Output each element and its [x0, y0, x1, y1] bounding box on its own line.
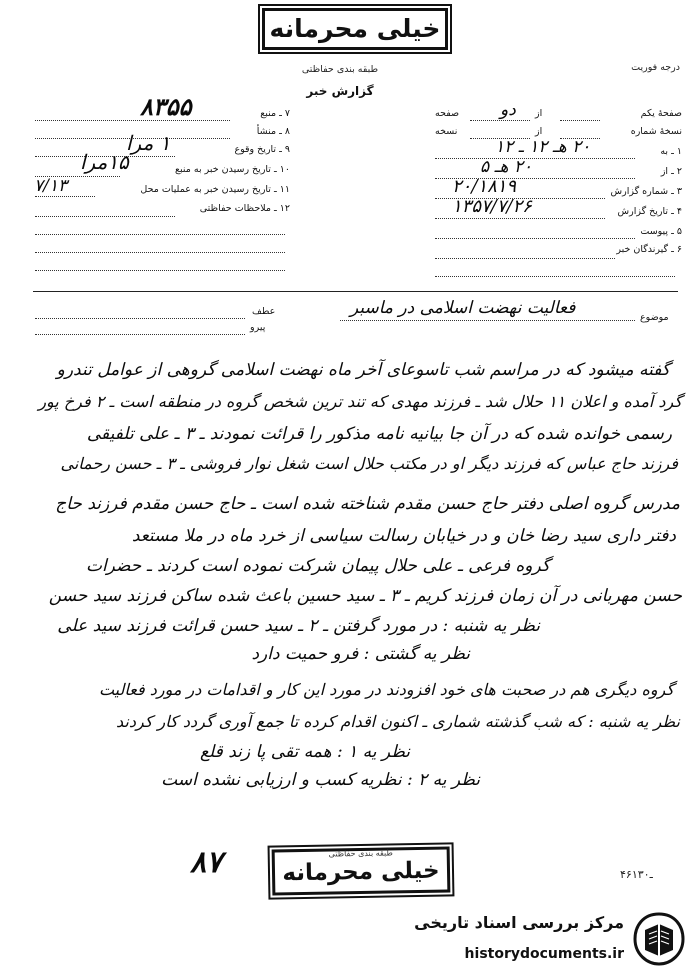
subject-label: موضوع [640, 312, 669, 323]
event-date-value: ۱ مرا [126, 131, 171, 155]
source-receipt-date-value: ۱۵مرا [80, 150, 129, 174]
copies-label: نسخه [435, 126, 458, 137]
stamp-subtitle: طبقه بندی حفاظتی [328, 848, 393, 859]
classification-stamp-bottom [272, 846, 451, 895]
page-code: ۴۶ـ۱۳۰ [620, 868, 653, 881]
body-line: نظر یه ۱ : همه تقی پا زند قلع [200, 742, 410, 762]
report-date-label: ۴ ـ تاریخ گزارش [617, 206, 682, 217]
body-line: فرزند حاج عباس که فرزند دیگر او در مکتب حلال است شغل نوار فروشی ـ ۳ ـ حسن رحمانی [60, 454, 678, 473]
report-title: گزارش خبر [306, 84, 374, 98]
from-label-2: از [535, 126, 543, 137]
ops-receipt-date-value: ۷/۱۳ [34, 176, 68, 196]
page-label: صفحه [435, 108, 460, 119]
classification-label: طبقه بندی حفاظتی [301, 64, 379, 75]
stamp-text: خیلی محرمانه [269, 14, 441, 43]
stamp-text: خیلی محرمانه [282, 857, 440, 887]
body-line: رسمی خوانده شده که در آن جا بیانیه نامه مذکور را قرائت نمودند ـ ۳ ـ علی تلفیقی [86, 424, 672, 444]
copy-number-label: نسخهٔ شماره [630, 126, 682, 137]
archive-name: مرکز بررسی اسناد تاریخی [414, 913, 624, 932]
field-from-value: ۲۰ هـ ۵ [480, 157, 533, 177]
body-line: نظر یه گشتی : فرو حمیت دارد [251, 644, 470, 664]
handwritten-page-number: ۸۷ [190, 845, 223, 880]
subject-value: فعالیت نهضت اسلامی در ماسبر [350, 298, 576, 318]
section-divider [33, 291, 678, 292]
body-line: نظر یه ۲ : نظریه کسب و ارزیابی نشده است [161, 770, 480, 790]
body-line: نظر یه شنبه : که شب گذشته شماری ـ اکنون اقدام کرده تا جمع آوری گردد کار کردند [116, 712, 680, 731]
body-line: گروه فرعی ـ علی حلال پیمان شرکت نموده است کردند ـ حضرات [85, 556, 550, 576]
body-line: گرد آمده و اعلان ۱۱ حلال شد ـ فرزند مهدی که تند ترین شخص گروه در منطقه است ـ ۲ فرخ پور [38, 392, 682, 411]
source-label: ۷ ـ منبع [260, 108, 290, 119]
page-one-label: صفحهٔ یکم [640, 108, 682, 119]
body-line: مدرس گروه اصلی دفتر حاج حسن مقدم شناخته شده است ـ حاج حسن مقدم فرزند حاج [55, 494, 680, 514]
field-to-label: ۱ ـ به [660, 146, 682, 157]
recipients-label: ۶ ـ گیرندگان خبر [616, 244, 682, 255]
attachment-label: ۵ ـ پیوست [640, 226, 682, 237]
urgency-label: درجه فوریت [631, 62, 680, 73]
pages-total-value: دو [500, 100, 516, 120]
archive-url[interactable]: historydocuments.ir [464, 946, 624, 962]
classification-stamp-top [262, 8, 448, 50]
body-line: دفتر داری سید رضا خان و در خیابان رسالت سیاسی از خرد ماه در ملا مستعد [131, 526, 676, 546]
source-value: ۸۳۵۵ [140, 92, 192, 121]
report-number-label: ۳ ـ شماره گزارش [610, 186, 682, 197]
security-notes-label: ۱۲ ـ ملاحظات حفاظتی [199, 203, 290, 214]
body-line: حسن مهربانی در آن زمان فرزند کریم ـ ۳ ـ سید حسین باعث شده ساکن فرزند سید حسن [48, 586, 682, 606]
report-date-value: ۱۳۵۷/۷/۲۶ [452, 196, 532, 217]
event-date-label: ۹ ـ تاریخ وقوع [234, 144, 290, 155]
body-line: گفته میشود که در مراسم شب تاسوعای آخر ماه نهضت اسلامی گروهی از عوامل تندرو [56, 360, 670, 380]
body-line: نظر یه شنبه : در مورد گرفتن ـ ۲ ـ سید حسن قرائت فرزند سید علی [57, 616, 540, 636]
field-from-label: ۲ ـ از [660, 166, 682, 177]
origin-label: ۸ ـ منشأ [256, 126, 290, 137]
field-to-value: ۲۰ هـ ۱۲ ـ ۱۲ [495, 137, 591, 157]
body-line: گروه دیگری هم در صحبت های خود افزودند در مورد این کار و اقدامات در مورد فعالیت [98, 680, 674, 699]
ops-receipt-date-label: ۱۱ ـ تاریخ رسیدن خبر به عملیات محل [140, 184, 290, 195]
source-receipt-date-label: ۱۰ ـ تاریخ رسیدن خبر به منبع [175, 164, 290, 175]
ref-label: عطف [252, 306, 276, 317]
follow-label: پیرو [250, 322, 266, 333]
archive-logo-icon [631, 910, 687, 968]
from-label-1: از [535, 108, 543, 119]
report-number-value: ۲۰/۱۸۱۹ [452, 176, 517, 197]
